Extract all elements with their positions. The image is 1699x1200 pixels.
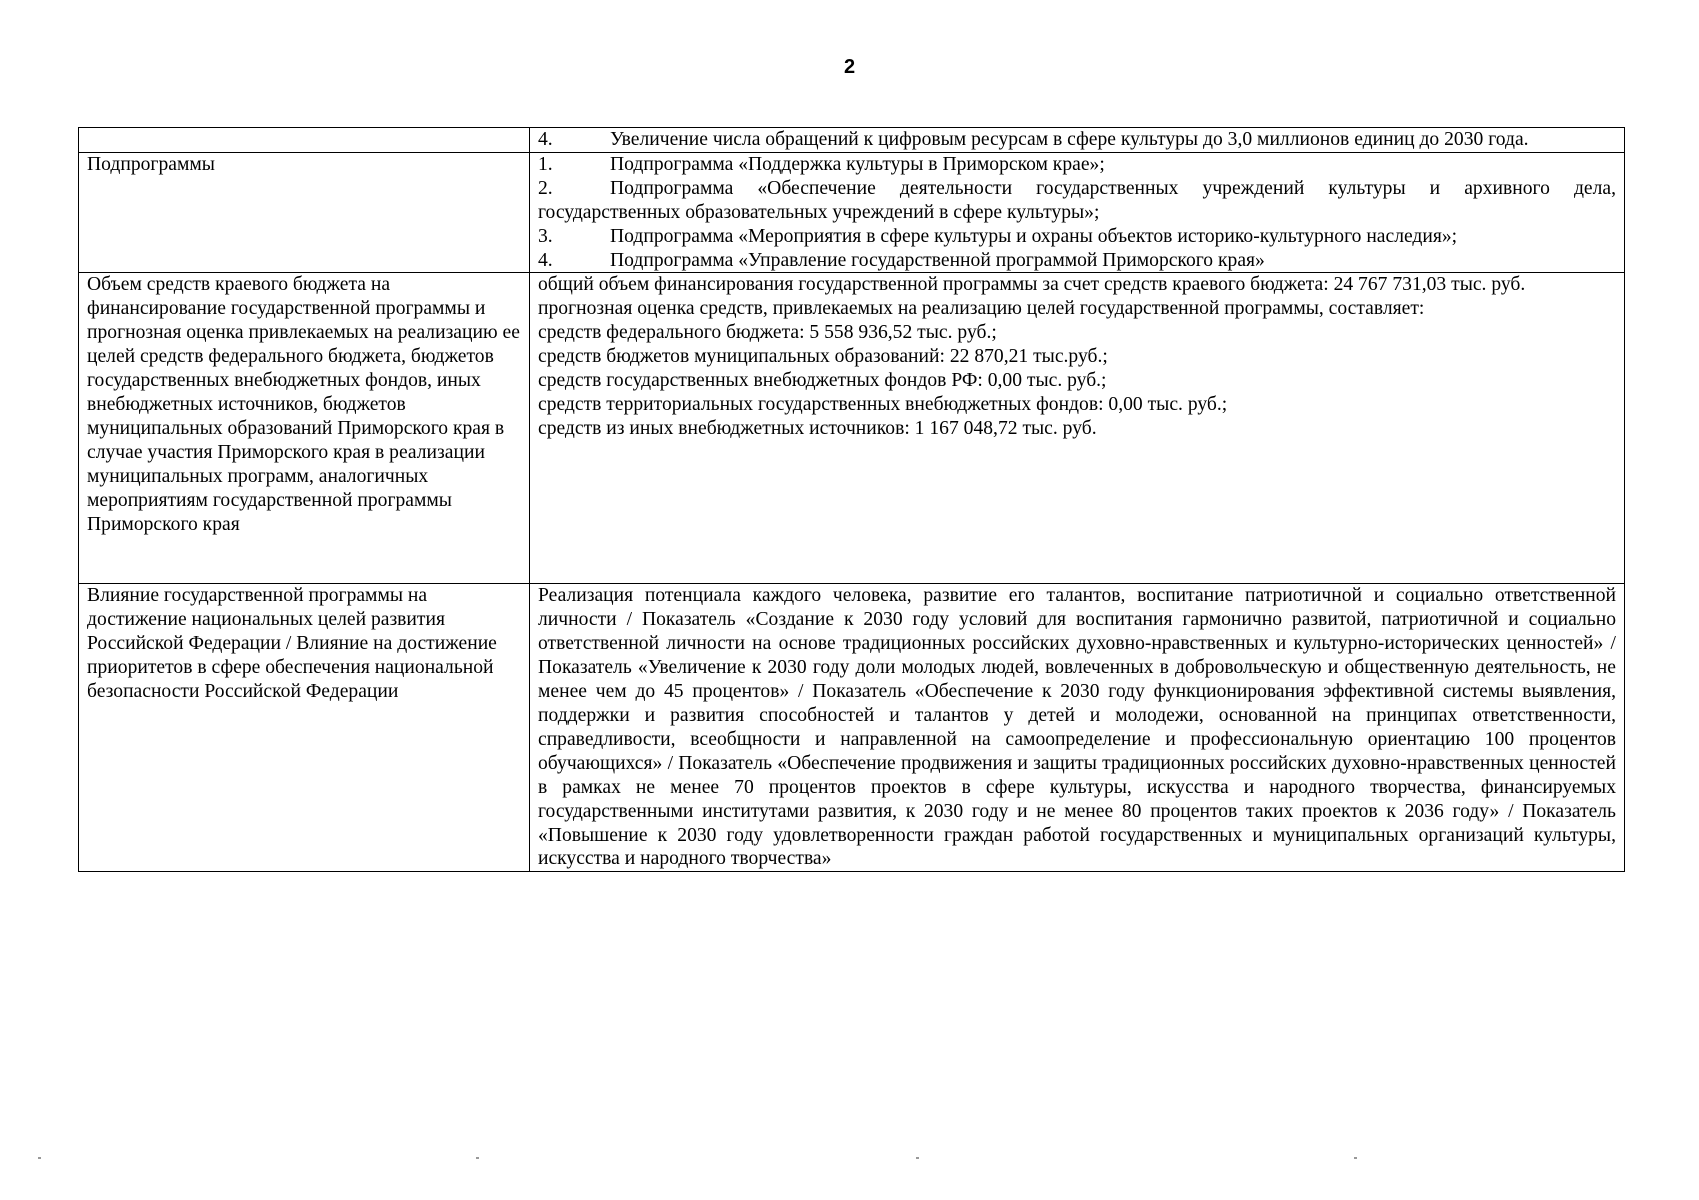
subprogram-number: 1.: [538, 153, 553, 175]
subprogram-text: Подпрограмма «Поддержка культуры в Приморском крае»;: [610, 153, 1105, 175]
goal-item-text: Увеличение числа обращений к цифровым ресурсам в сфере культуры до 3,0 миллионов единиц до 2030 года.: [610, 129, 1529, 150]
program-passport-table: [78, 127, 1625, 872]
scan-speck: [1354, 1157, 1357, 1159]
subprogram-item-3: [538, 225, 1616, 249]
goal-item: [538, 128, 1616, 152]
subprogram-number: 4.: [538, 249, 553, 271]
subprogram-number: 3.: [538, 225, 553, 247]
subprogram-text: Подпрограмма «Управление государственной программой Приморского края»: [610, 249, 1265, 271]
goal-cell: [530, 128, 1625, 153]
subprogram-item-2: [538, 177, 1616, 201]
subprograms-cell: [530, 152, 1625, 273]
page-number: 2: [843, 56, 856, 78]
table-row-budget: [79, 273, 1625, 584]
subprogram-number: 2.: [538, 177, 553, 199]
subprogram-text: Подпрограмма «Мероприятия в сфере культуры и охраны объектов историко-культурного наследия»;: [610, 225, 1458, 247]
scan-speck: [916, 1157, 919, 1159]
budget-total-line: общий объем финансирования государственной программы за счет средств краевого бюджета: 24 767 731,03 тыс. руб.: [538, 274, 1526, 296]
influence-text: Реализация потенциала каждого человека, развитие его талантов, воспитание патриотичной и социально ответственной личности / Показатель «Создание к 2030 году условий для воспитания гармонично развитой, патриотичной и социально ответственной личности на основе традиционных российских духовно-нравственных и культурно-исторических ценностей» / Показатель «Увеличение к 2030 году доли молодых людей, вовлеченных в добровольческую и общественную деятельность, не менее чем до 45 процентов» / Показатель «Обеспечение к 2030 году функционирования эффективной системы выявления, поддержки и развития способностей и талантов у детей и молодежи, основанной на принципах ответственности, справедливости, всеобщности и направленной на самоопределение и профессиональную ориентацию 100 процентов обучающихся» / Показатель «Обеспечение продвижения и защиты традиционных российских духовно-нравственных ценностей в рамках не менее 70 процентов проектов в сфере культуры, искусства и народного творчества, финансируемых государственными институтами развития, к 2030 году и не менее 80 процентов таких проектов к 2036 году» / Показатель «Повышение к 2030 году удовлетворенности граждан работой государственных и муниципальных организаций культуры, искусства и народного творчества»: [530, 584, 1625, 872]
scan-speck: [38, 1157, 41, 1159]
budget-territorial-funds-line: средств территориальных государственных внебюджетных фондов: 0,00 тыс. руб.;: [538, 393, 1228, 415]
subprograms-label: Подпрограммы: [79, 152, 530, 273]
goal-item-number: 4.: [538, 129, 553, 150]
budget-other-sources-line: средств из иных внебюджетных источников: 1 167 048,72 тыс. руб.: [538, 417, 1097, 439]
influence-label: Влияние государственной программы на достижение национальных целей развития Российской Федерации / Влияние на достижение приоритетов в сфере обеспечения национальной безопасности Российской Федерации: [79, 584, 530, 872]
budget-federal-line: средств федерального бюджета: 5 558 936,52 тыс. руб.;: [538, 322, 997, 344]
scan-speck: [476, 1157, 479, 1159]
table-row-influence: [79, 584, 1625, 872]
subprogram-item-2-continuation: государственных образовательных учреждений в сфере культуры»;: [538, 201, 1100, 223]
subprogram-item-1: [538, 153, 1616, 177]
budget-cell: [530, 273, 1625, 584]
row-label-empty: [79, 128, 530, 153]
budget-municipal-line: средств бюджетов муниципальных образований: 22 870,21 тыс.руб.;: [538, 346, 1108, 368]
subprogram-text: Подпрограмма «Обеспечение деятельности государственных учреждений культуры и архивного дела,: [610, 177, 1616, 199]
table-row-subprograms: [79, 152, 1625, 273]
table-row-goal: [79, 128, 1625, 153]
budget-state-funds-line: средств государственных внебюджетных фондов РФ: 0,00 тыс. руб.;: [538, 370, 1107, 392]
subprogram-item-4: [538, 249, 1616, 273]
budget-label: Объем средств краевого бюджета на финансирование государственной программы и прогнозная оценка привлекаемых на реализацию ее целей средств федерального бюджета, бюджетов государственных внебюджетных фондов, иных внебюджетных источников, бюджетов муниципальных образований Приморского края в случае участия Приморского края в реализации муниципальных программ, аналогичных мероприятиям государственной программы Приморского края: [79, 273, 530, 584]
budget-forecast-line: прогнозная оценка средств, привлекаемых на реализацию целей государственной программы, составляет:: [538, 298, 1425, 320]
